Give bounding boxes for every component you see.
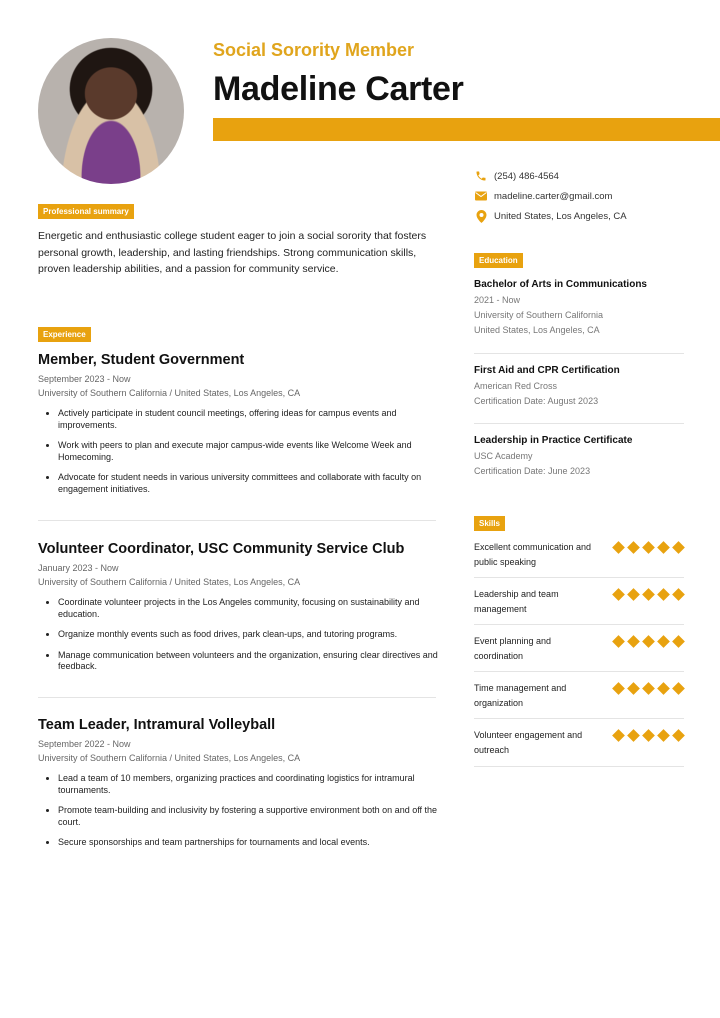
rating-diamond-icon	[672, 635, 685, 648]
rating-diamond-icon	[657, 541, 670, 554]
education-title: First Aid and CPR Certification	[474, 365, 620, 376]
job-bullets	[38, 773, 446, 849]
phone-icon	[474, 169, 488, 183]
job-bullet: Manage communication between volunteers and the organization, ensuring clear directives and feedback.	[58, 650, 446, 673]
divider	[474, 718, 684, 719]
job-place: University of Southern California / United States, Los Angeles, CA	[38, 388, 301, 398]
job-bullet: Work with peers to plan and execute major campus-wide events like Welcome Week and Homecoming.	[58, 440, 446, 463]
job-title: Volunteer Coordinator, USC Community Service Club	[38, 541, 405, 557]
summary-label: Professional summary	[38, 204, 134, 219]
job-bullets	[38, 408, 446, 495]
contact-email	[474, 186, 627, 206]
rating-diamond-icon	[657, 682, 670, 695]
job-bullet: Coordinate volunteer projects in the Los Angeles community, focusing on sustainability and education.	[58, 597, 446, 620]
profile-photo	[38, 38, 184, 184]
job-bullet: Organize monthly events such as food drives, park clean-ups, and tutoring programs.	[58, 629, 446, 641]
rating-diamond-icon	[627, 635, 640, 648]
rating-diamond-icon	[672, 682, 685, 695]
rating-diamond-icon	[627, 682, 640, 695]
job-bullet: Secure sponsorships and team partnerships for tournaments and local events.	[58, 837, 446, 849]
divider	[474, 353, 684, 354]
contact-location	[474, 206, 627, 226]
experience-item	[38, 717, 446, 858]
job-date: September 2023 - Now	[38, 374, 131, 384]
rating-diamond-icon	[657, 588, 670, 601]
education-item	[474, 435, 684, 476]
rating-diamond-icon	[642, 541, 655, 554]
education-line: University of Southern California	[474, 310, 604, 320]
rating-diamond-icon	[627, 541, 640, 554]
rating-diamond-icon	[612, 729, 625, 742]
role-heading: Social Sorority Member	[213, 40, 415, 60]
skill-item	[474, 728, 684, 758]
job-bullet: Promote team-building and inclusivity by fostering a supportive environment both on and off the court.	[58, 805, 446, 828]
skill-item	[474, 540, 684, 570]
rating-diamond-icon	[627, 588, 640, 601]
contact-phone	[474, 166, 627, 186]
divider	[474, 766, 684, 767]
rating-diamond-icon	[672, 729, 685, 742]
education-title: Bachelor of Arts in Communications	[474, 279, 647, 290]
rating-diamond-icon	[642, 682, 655, 695]
rating-diamond-icon	[672, 541, 685, 554]
summary-text: Energetic and enthusiastic college student eager to join a social sorority that fosters personal growth, leadership, and lasting friendships. Strong communication skills, proven leadership abilities, and a passion for community service.	[38, 230, 427, 275]
education-line: American Red Cross	[474, 381, 558, 391]
education-line: 2021 - Now	[474, 295, 521, 305]
rating-diamond-icon	[672, 588, 685, 601]
job-bullet: Actively participate in student council meetings, offering ideas for campus events and improvements.	[58, 408, 446, 431]
job-bullets	[38, 597, 446, 673]
skill-name: Event planning and coordination	[474, 636, 552, 661]
education-item	[474, 279, 684, 335]
skill-name: Excellent communication and public speaking	[474, 542, 592, 567]
skills-label: Skills	[474, 516, 505, 531]
rating-diamond-icon	[657, 729, 670, 742]
skill-item	[474, 587, 684, 617]
education-label: Education	[474, 253, 523, 268]
skill-rating	[613, 589, 684, 600]
education-line: USC Academy	[474, 451, 533, 461]
rating-diamond-icon	[612, 682, 625, 695]
education-item	[474, 365, 684, 406]
experience-label: Experience	[38, 327, 91, 342]
skill-item	[474, 634, 684, 664]
rating-diamond-icon	[612, 588, 625, 601]
divider	[474, 423, 684, 424]
job-bullet: Advocate for student needs in various university committees and collaborate with faculty on engagement initiatives.	[58, 472, 446, 495]
skill-name: Leadership and team management	[474, 589, 559, 614]
rating-diamond-icon	[642, 588, 655, 601]
accent-bar	[213, 118, 720, 141]
education-line: Certification Date: June 2023	[474, 466, 591, 476]
email-link[interactable]: madeline.carter@gmail.com	[494, 190, 613, 202]
contact-block	[474, 166, 627, 226]
rating-diamond-icon	[642, 729, 655, 742]
skill-name: Time management and organization	[474, 683, 567, 708]
divider	[474, 577, 684, 578]
job-place: University of Southern California / United States, Los Angeles, CA	[38, 753, 301, 763]
skill-name: Volunteer engagement and outreach	[474, 730, 583, 755]
rating-diamond-icon	[657, 635, 670, 648]
skill-rating	[613, 683, 684, 694]
education-title: Leadership in Practice Certificate	[474, 435, 633, 446]
education-line: United States, Los Angeles, CA	[474, 325, 600, 335]
divider	[474, 624, 684, 625]
job-bullet: Lead a team of 10 members, organizing practices and coordinating logistics for intramural tournaments.	[58, 773, 446, 796]
job-date: September 2022 - Now	[38, 739, 131, 749]
divider	[474, 671, 684, 672]
job-place: University of Southern California / United States, Los Angeles, CA	[38, 577, 301, 587]
education-line: Certification Date: August 2023	[474, 396, 599, 406]
location-text: United States, Los Angeles, CA	[494, 210, 627, 222]
mail-icon	[474, 189, 488, 203]
skill-rating	[613, 542, 684, 553]
rating-diamond-icon	[612, 635, 625, 648]
skill-item	[474, 681, 684, 711]
divider	[38, 697, 436, 698]
skill-rating	[613, 636, 684, 647]
location-pin-icon	[474, 209, 488, 223]
experience-item	[38, 541, 446, 682]
phone-text: (254) 486-4564	[494, 170, 559, 182]
rating-diamond-icon	[642, 635, 655, 648]
skill-rating	[613, 730, 684, 741]
experience-item	[38, 352, 446, 504]
job-title: Member, Student Government	[38, 352, 245, 368]
rating-diamond-icon	[612, 541, 625, 554]
job-date: January 2023 - Now	[38, 563, 119, 573]
job-title: Team Leader, Intramural Volleyball	[38, 717, 276, 733]
divider	[38, 520, 436, 521]
rating-diamond-icon	[627, 729, 640, 742]
candidate-name: Madeline Carter	[213, 70, 464, 108]
